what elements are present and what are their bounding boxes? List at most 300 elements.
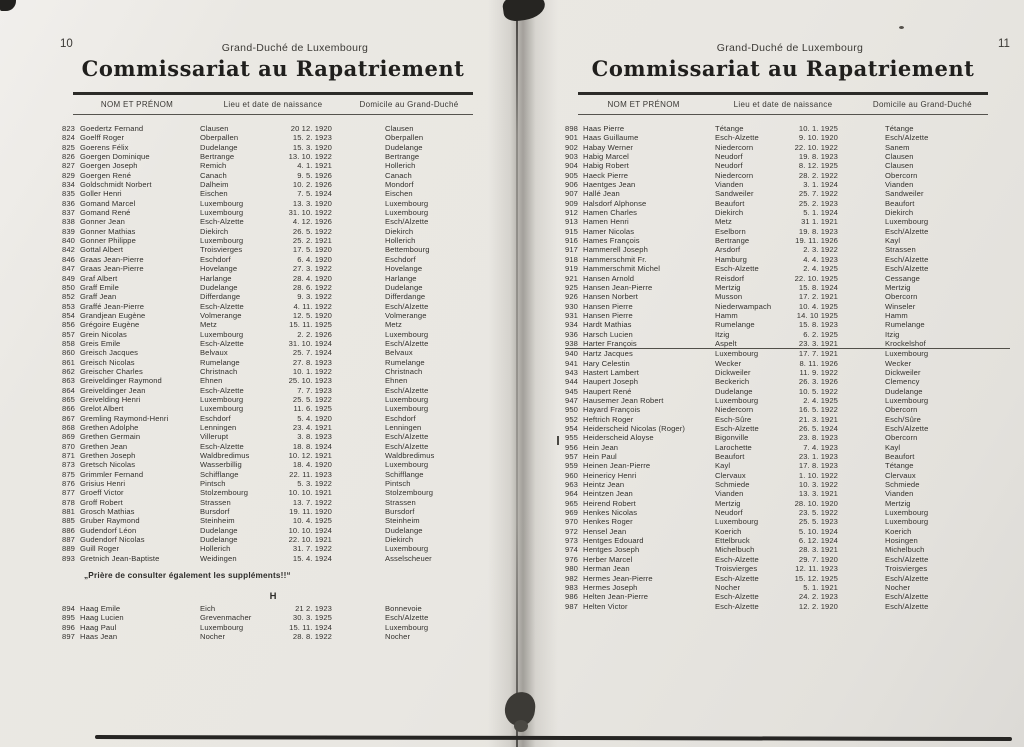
table-row	[62, 227, 492, 236]
cell-lieu: Eschdorf	[200, 413, 231, 423]
table-row	[565, 143, 1010, 152]
cell-dom: Luxembourg	[885, 395, 929, 405]
cell-lieu: Dudelange	[200, 142, 238, 152]
cell-lieu: Neudorf	[715, 152, 743, 162]
cell-name: Goldschmidt Norbert	[80, 180, 152, 190]
cell-lieu: Luxembourg	[200, 329, 244, 339]
table-row	[62, 386, 492, 395]
cell-no: 877	[62, 488, 75, 498]
table-row	[565, 283, 1010, 292]
cell-lieu: Luxembourg	[200, 236, 244, 246]
cell-dom: Harlange	[385, 273, 417, 283]
cell-date: 15. 2. 1923	[292, 133, 332, 143]
cell-date: 10. 10. 1921	[288, 488, 332, 498]
table-row	[62, 460, 492, 469]
cell-no: 950	[565, 405, 578, 415]
cell-no: 824	[62, 133, 75, 143]
cell-no: 825	[62, 142, 75, 152]
cell-name: Hansen Pierre	[583, 301, 633, 311]
table-row	[62, 217, 492, 226]
cell-date: 18. 8. 1924	[292, 441, 332, 451]
table-row	[62, 376, 492, 385]
cell-dom: Luxembourg	[385, 394, 429, 404]
cell-dom: Bettembourg	[385, 245, 430, 255]
cell-no: 853	[62, 301, 75, 311]
table-row	[565, 359, 1010, 368]
cell-no: 849	[62, 273, 75, 283]
cell-lieu: Weidingen	[200, 553, 237, 563]
cell-date: 19. 8. 1923	[798, 152, 838, 162]
cell-no: 919	[565, 264, 578, 274]
cell-dom: Stolzembourg	[385, 488, 434, 498]
cell-dom: Clausen	[885, 161, 914, 171]
cell-lieu: Bigonville	[715, 433, 749, 443]
cell-no: 954	[565, 424, 578, 433]
cell-name: Graf Albert	[80, 273, 118, 283]
cell-date: 22. 10. 1921	[288, 535, 332, 545]
cell-lieu: Eischen	[200, 189, 228, 199]
cell-dom: Cessange	[885, 273, 920, 283]
table-row	[565, 555, 1010, 564]
cell-date: 28. 4. 1920	[292, 273, 332, 283]
cell-lieu: Beckerich	[715, 377, 750, 387]
cell-lieu: Dudelange	[200, 525, 238, 535]
cell-no: 905	[565, 170, 578, 180]
cell-name: Hansen Jean-Pierre	[583, 282, 653, 292]
cell-date: 26. 3. 1926	[798, 377, 838, 387]
cell-dom: Asselscheuer	[385, 553, 432, 563]
cell-lieu: Beaufort	[715, 452, 745, 462]
table-row	[62, 264, 492, 273]
cell-name: Hamer Nicolas	[583, 226, 635, 236]
cell-dom: Christnach	[385, 366, 423, 376]
cell-dom: Clervaux	[885, 470, 916, 480]
cell-dom: Mondorf	[385, 180, 414, 190]
cell-lieu: Reisdorf	[715, 273, 745, 283]
cell-no: 960	[565, 470, 578, 480]
table-row	[62, 171, 492, 180]
cell-name: Haeck Pierre	[583, 170, 629, 180]
cell-lieu: Hamm	[715, 310, 738, 320]
cell-name: Groeff Victor	[80, 488, 124, 498]
cell-lieu: Oberpallen	[200, 133, 239, 143]
cell-no: 969	[565, 508, 578, 518]
cell-name: Gottal Albert	[80, 245, 124, 255]
cell-date: 28. 6. 1922	[292, 282, 332, 292]
cell-lieu: Vianden	[715, 489, 744, 499]
cell-date: 4. 4. 1923	[803, 254, 838, 264]
table-row	[565, 424, 1010, 433]
cell-date: 1. 10. 1922	[798, 470, 838, 480]
cell-lieu: Niedercorn	[715, 405, 754, 415]
table-row	[565, 564, 1010, 573]
cell-no: 955	[565, 433, 578, 443]
table-row	[565, 292, 1010, 301]
cell-dom: Diekirch	[885, 208, 914, 218]
table-row	[565, 387, 1010, 396]
cell-dom: Steinheim	[385, 516, 420, 526]
cell-name: Habay Werner	[583, 142, 634, 152]
cell-no: 938	[565, 338, 578, 348]
header-rule-thick-right	[578, 92, 988, 95]
table-row	[62, 152, 492, 161]
cell-lieu: Troisvierges	[715, 564, 758, 574]
table-row	[62, 414, 492, 423]
cell-no: 886	[62, 525, 75, 535]
cell-dom: Hosingen	[885, 536, 918, 546]
cell-dom: Schmiede	[885, 480, 920, 490]
cell-dom: Luxembourg	[385, 544, 429, 554]
cell-name: Grethen Adolphe	[80, 423, 139, 432]
cell-lieu: Ettelbruck	[715, 536, 750, 546]
cell-name: Graff Jean	[80, 292, 117, 302]
table-row	[62, 623, 492, 632]
cell-name: Hensel Jean	[583, 526, 627, 536]
cell-lieu: Vianden	[715, 180, 744, 190]
cell-name: Gudendorf Nicolas	[80, 535, 145, 545]
cell-lieu: Luxembourg	[200, 198, 244, 208]
cell-date: 18. 4. 1920	[292, 460, 332, 470]
cell-lieu: Bertrange	[200, 152, 235, 162]
cell-date: 31 1. 1921	[801, 217, 838, 227]
cell-name: Haentges Jean	[583, 180, 636, 190]
column-header-birth: Lieu et date de naissance	[223, 100, 323, 109]
table-row	[62, 180, 492, 189]
table-row	[565, 517, 1010, 526]
cell-lieu: Harlange	[200, 273, 232, 283]
cell-no: 876	[62, 479, 75, 489]
cell-dom: Strassen	[885, 245, 916, 255]
cell-dom: Differdange	[385, 292, 426, 302]
table-row	[565, 545, 1010, 554]
cell-date: 16. 5. 1922	[798, 405, 838, 415]
cell-no: 909	[565, 198, 578, 208]
cell-name: Herber Marcel	[583, 554, 633, 564]
table-row	[62, 423, 492, 432]
table-row	[62, 189, 492, 198]
cell-date: 2. 3. 1922	[803, 245, 838, 255]
table-row	[62, 208, 492, 217]
table-row	[565, 415, 1010, 424]
registry-table-right	[565, 124, 1010, 611]
cell-name: Graff Emile	[80, 282, 119, 292]
cell-dom: Luxembourg	[885, 349, 929, 359]
cell-no: 839	[62, 226, 75, 236]
cell-date: 10. 4. 1925	[798, 301, 838, 311]
cell-lieu: Dudelange	[715, 386, 753, 396]
cell-lieu: Eschdorf	[200, 254, 231, 264]
cell-dom: Beaufort	[885, 452, 915, 462]
cell-no: 861	[62, 357, 75, 367]
table-row	[565, 180, 1010, 189]
table-row	[565, 171, 1010, 180]
cell-name: Hartz Jacques	[583, 349, 633, 359]
cell-no: 854	[62, 310, 75, 320]
cell-date: 14. 10 1925	[796, 310, 838, 320]
cell-date: 3. 1. 1924	[803, 180, 838, 190]
cell-lieu: Ehnen	[200, 376, 223, 386]
cell-no: 931	[565, 310, 578, 320]
cell-lieu: Esch-Sûre	[715, 414, 752, 424]
cell-name: Graffé Jean-Pierre	[80, 301, 145, 311]
cell-dom: Nocher	[885, 582, 911, 592]
page-number-right: 11	[998, 38, 1010, 50]
cell-dom: Mertzig	[885, 498, 911, 508]
cell-name: Greis Emile	[80, 338, 121, 348]
cell-date: 27. 3. 1922	[292, 264, 332, 274]
cell-date: 15. 8. 1924	[798, 282, 838, 292]
cell-dom: Bertrange	[385, 152, 420, 162]
cell-date: 25. 7. 1922	[798, 189, 838, 199]
cell-name: Grégoire Eugène	[80, 320, 140, 330]
cell-name: Haas Guillaume	[583, 133, 639, 143]
table-row	[62, 632, 492, 641]
cell-dom: Waldbredimus	[385, 451, 435, 461]
cell-name: Grimmler Fernand	[80, 469, 144, 479]
cell-lieu: Esch-Alzette	[715, 133, 759, 143]
cell-no: 850	[62, 282, 75, 292]
table-row	[565, 320, 1010, 329]
cell-name: Greiveldinger Raymond	[80, 376, 162, 386]
cell-date: 31. 7. 1922	[292, 544, 332, 554]
table-row	[565, 236, 1010, 245]
cell-no: 867	[62, 413, 75, 423]
cell-date: 19. 11. 1920	[289, 507, 332, 517]
cell-no: 827	[62, 161, 75, 171]
cell-lieu: Eselborn	[715, 226, 746, 236]
table-row	[565, 443, 1010, 452]
cell-name: Gretnich Jean-Baptiste	[80, 553, 160, 563]
cell-lieu: Dalheim	[200, 180, 229, 190]
cell-lieu: Steinheim	[200, 516, 235, 526]
table-row	[565, 217, 1010, 226]
table-row	[62, 199, 492, 208]
cell-dom: Volmerange	[385, 310, 427, 320]
cell-name: Graas Jean-Pierre	[80, 254, 144, 264]
table-row	[62, 292, 492, 301]
table-row	[565, 349, 1010, 358]
cell-lieu: Differdange	[200, 292, 241, 302]
cell-dom: Luxembourg	[885, 217, 929, 227]
cell-lieu: Bertrange	[715, 236, 750, 246]
cell-name: Grethen Germain	[80, 432, 141, 442]
cell-lieu: Luxembourg	[715, 395, 759, 405]
cell-no: 823	[62, 124, 75, 133]
table-row	[62, 339, 492, 348]
cell-no: 943	[565, 367, 578, 377]
cell-name: Hammerschmit Michel	[583, 264, 661, 274]
cell-no: 895	[62, 613, 75, 623]
cell-lieu: Luxembourg	[200, 394, 244, 404]
cell-date: 13. 7. 1922	[292, 497, 332, 507]
cell-date: 10. 5. 1922	[798, 386, 838, 396]
cell-no: 852	[62, 292, 75, 302]
table-row	[62, 479, 492, 488]
cell-date: 8. 12. 1925	[798, 161, 838, 171]
table-row	[62, 488, 492, 497]
cell-name: Goedertz Fernand	[80, 124, 144, 133]
cell-lieu: Esch-Alzette	[715, 264, 759, 274]
table-row	[565, 368, 1010, 377]
cell-name: Heintzen Jean	[583, 489, 633, 499]
cell-dom: Esch/Alzette	[885, 554, 929, 564]
cell-no: 894	[62, 604, 75, 613]
cell-no: 974	[565, 545, 578, 555]
cell-no: 987	[565, 601, 578, 611]
cell-lieu: Dickweiler	[715, 367, 751, 377]
cell-dom: Dudelange	[385, 282, 423, 292]
table-row	[62, 161, 492, 170]
cell-no: 934	[565, 320, 578, 330]
page-title-left: Commissariat au Rapatriement	[81, 56, 465, 81]
cell-date: 7. 7. 1923	[297, 385, 332, 395]
page-fold-line	[516, 0, 518, 747]
cell-name: Hammerschmit Fr.	[583, 254, 647, 264]
cell-lieu: Clausen	[200, 124, 229, 133]
table-row	[565, 602, 1010, 611]
cell-name: Habig Marcel	[583, 152, 629, 162]
cell-lieu: Esch-Alzette	[200, 385, 244, 395]
cell-no: 887	[62, 535, 75, 545]
cell-dom: Esch/Alzette	[885, 424, 929, 433]
table-row	[62, 274, 492, 283]
cell-no: 878	[62, 497, 75, 507]
cell-dom: Bursdorf	[385, 507, 415, 517]
cell-name: Goller Henri	[80, 189, 122, 199]
cell-lieu: Rumelange	[715, 320, 755, 330]
table-row	[565, 574, 1010, 583]
cell-date: 13. 3. 1920	[292, 198, 332, 208]
cell-date: 10. 12. 1921	[288, 451, 332, 461]
cell-no: 875	[62, 469, 75, 479]
cell-no: 901	[565, 133, 578, 143]
table-row	[565, 227, 1010, 236]
cell-no: 885	[62, 516, 75, 526]
supplements-note: „Prière de consulter également les suppléments!!“	[84, 571, 291, 580]
cell-lieu: Dudelange	[200, 282, 238, 292]
cell-name: Gremling Raymond-Henri	[80, 413, 169, 423]
cell-name: Hentges Joseph	[583, 545, 640, 555]
cell-dom: Diekirch	[385, 226, 414, 236]
cell-date: 31. 10. 1924	[288, 338, 332, 348]
cell-no: 889	[62, 544, 75, 554]
cell-name: Haas Pierre	[583, 124, 625, 133]
cell-name: Haas Jean	[80, 632, 118, 642]
cell-name: Gomand René	[80, 208, 131, 218]
cell-dom: Strassen	[385, 497, 416, 507]
cell-dom: Pintsch	[385, 479, 411, 489]
cell-no: 963	[565, 480, 578, 490]
cell-date: 15. 11. 1925	[289, 320, 332, 330]
table-row	[565, 208, 1010, 217]
cell-lieu: Diekirch	[200, 226, 229, 236]
cell-lieu: Waldbredimus	[200, 451, 250, 461]
cell-lieu: Strassen	[200, 497, 231, 507]
table-row	[62, 302, 492, 311]
cell-dom: Sandweiler	[885, 189, 924, 199]
cell-lieu: Hamburg	[715, 254, 747, 264]
cell-no: 972	[565, 526, 578, 536]
cell-date: 10. 3. 1922	[798, 480, 838, 490]
cell-name: Hamen Henri	[583, 217, 629, 227]
cell-no: 856	[62, 320, 75, 330]
cell-date: 3. 8. 1923	[297, 432, 332, 442]
page-fold-shadow	[488, 0, 558, 747]
cell-lieu: Metz	[715, 217, 732, 227]
cell-date: 25. 5. 1923	[798, 517, 838, 527]
cell-no: 864	[62, 385, 75, 395]
table-row	[565, 433, 1010, 442]
cell-date: 26. 5. 1924	[798, 424, 838, 433]
cell-date: 15. 3. 1920	[292, 142, 332, 152]
cell-dom: Schifflange	[385, 469, 424, 479]
cell-date: 15. 12. 1925	[794, 573, 838, 583]
cell-name: Hallé Jean	[583, 189, 620, 199]
cell-date: 25. 2. 1923	[798, 198, 838, 208]
cell-name: Henkes Nicolas	[583, 508, 638, 518]
cell-date: 28. 8. 1922	[292, 632, 332, 642]
cell-date: 19. 11. 1926	[795, 236, 838, 246]
scan-artifact	[557, 436, 559, 445]
running-head-right: Grand-Duché de Luxembourg	[716, 42, 864, 54]
cell-lieu: Metz	[200, 320, 217, 330]
table-row	[62, 283, 492, 292]
cell-dom: Esch/Alzette	[885, 133, 929, 143]
table-row	[62, 544, 492, 553]
cell-name: Hammerell Joseph	[583, 245, 648, 255]
cell-dom: Kayl	[885, 236, 901, 246]
cell-lieu: Villerupt	[200, 432, 229, 442]
cell-lieu: Mertzig	[715, 282, 741, 292]
page-title-right: Commissariat au Rapatriement	[591, 56, 975, 81]
cell-name: Goergen Dominique	[80, 152, 150, 162]
cell-no: 956	[565, 442, 578, 452]
cell-dom: Tétange	[885, 124, 914, 133]
cell-lieu: Lenningen	[200, 423, 237, 432]
table-row	[62, 330, 492, 339]
cell-dom: Hamm	[885, 310, 908, 320]
cell-date: 21. 3. 1921	[798, 414, 838, 424]
cell-lieu: Esch-Alzette	[715, 573, 759, 583]
page-number-left: 10	[60, 38, 73, 50]
table-row	[565, 124, 1010, 133]
cell-name: Hansen Arnold	[583, 273, 635, 283]
table-row	[62, 516, 492, 525]
table-row	[565, 396, 1010, 405]
cell-no: 903	[565, 152, 578, 162]
header-rule-thin-right	[578, 114, 988, 115]
cell-dom: Krockelshof	[885, 338, 926, 348]
cell-dom: Clausen	[885, 152, 914, 162]
cell-no: 944	[565, 377, 578, 387]
cell-no: 976	[565, 554, 578, 564]
table-row	[62, 470, 492, 479]
cell-name: Haag Emile	[80, 604, 121, 613]
cell-name: Haupert René	[583, 386, 632, 396]
cell-name: Hary Celestin	[583, 358, 630, 368]
cell-name: Hentges Edouard	[583, 536, 644, 546]
cell-name: Gonner Philippe	[80, 236, 136, 246]
cell-dom: Obercorn	[885, 170, 918, 180]
cell-dom: Hollerich	[385, 236, 416, 246]
cell-no: 893	[62, 553, 75, 563]
cell-lieu: Bursdorf	[200, 507, 230, 517]
cell-dom: Obercorn	[885, 405, 918, 415]
cell-lieu: Schifflange	[200, 469, 239, 479]
cell-no: 834	[62, 180, 75, 190]
cell-dom: Dudelange	[385, 525, 423, 535]
table-row	[565, 527, 1010, 536]
